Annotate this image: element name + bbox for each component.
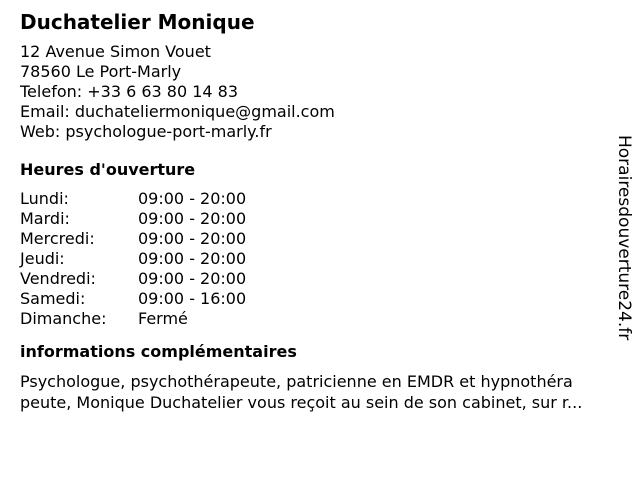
time-value: 09:00 - 20:00 <box>138 249 247 268</box>
info-description-line: peute, Monique Duchatelier vous reçoit au sein de son cabinet, sur r... <box>20 393 583 412</box>
email-line[interactable]: Email: duchateliermonique@gmail.com <box>20 102 335 121</box>
phone-line[interactable]: Telefon: +33 6 63 80 14 83 <box>20 82 239 101</box>
time-value: 09:00 - 16:00 <box>138 289 247 308</box>
address-street: 12 Avenue Simon Vouet <box>20 42 211 61</box>
hours-row-sunday <box>20 309 625 329</box>
time-value: 09:00 - 20:00 <box>138 209 247 228</box>
time-value: 09:00 - 20:00 <box>138 229 247 248</box>
hours-row-monday <box>20 189 625 209</box>
hours-table <box>20 189 625 329</box>
hours-row-friday <box>20 269 625 289</box>
info-description <box>20 371 632 413</box>
day-label: Dimanche: <box>20 309 107 328</box>
website-line[interactable]: Web: psychologue-port-marly.fr <box>20 122 272 141</box>
day-label: Mardi: <box>20 209 70 228</box>
day-label: Vendredi: <box>20 269 96 288</box>
hours-row-wednesday <box>20 229 625 249</box>
day-label: Jeudi: <box>20 249 65 268</box>
business-card <box>20 8 625 413</box>
info-heading: informations complémentaires <box>20 342 297 361</box>
time-value: 09:00 - 20:00 <box>138 269 247 288</box>
hours-row-tuesday <box>20 209 625 229</box>
time-value: Fermé <box>138 309 188 328</box>
hours-heading: Heures d'ouverture <box>20 160 196 179</box>
day-label: Lundi: <box>20 189 69 208</box>
info-description-line: Psychologue, psychothérapeute, patricienne en EMDR et hypnothéra <box>20 372 573 391</box>
day-label: Mercredi: <box>20 229 95 248</box>
hours-row-saturday <box>20 289 625 309</box>
address-city: 78560 Le Port-Marly <box>20 62 182 81</box>
business-name: Duchatelier Monique <box>20 10 255 34</box>
day-label: Samedi: <box>20 289 86 308</box>
hours-row-thursday <box>20 249 625 269</box>
site-watermark: Horairesdouverture24.fr <box>614 135 634 341</box>
time-value: 09:00 - 20:00 <box>138 189 247 208</box>
